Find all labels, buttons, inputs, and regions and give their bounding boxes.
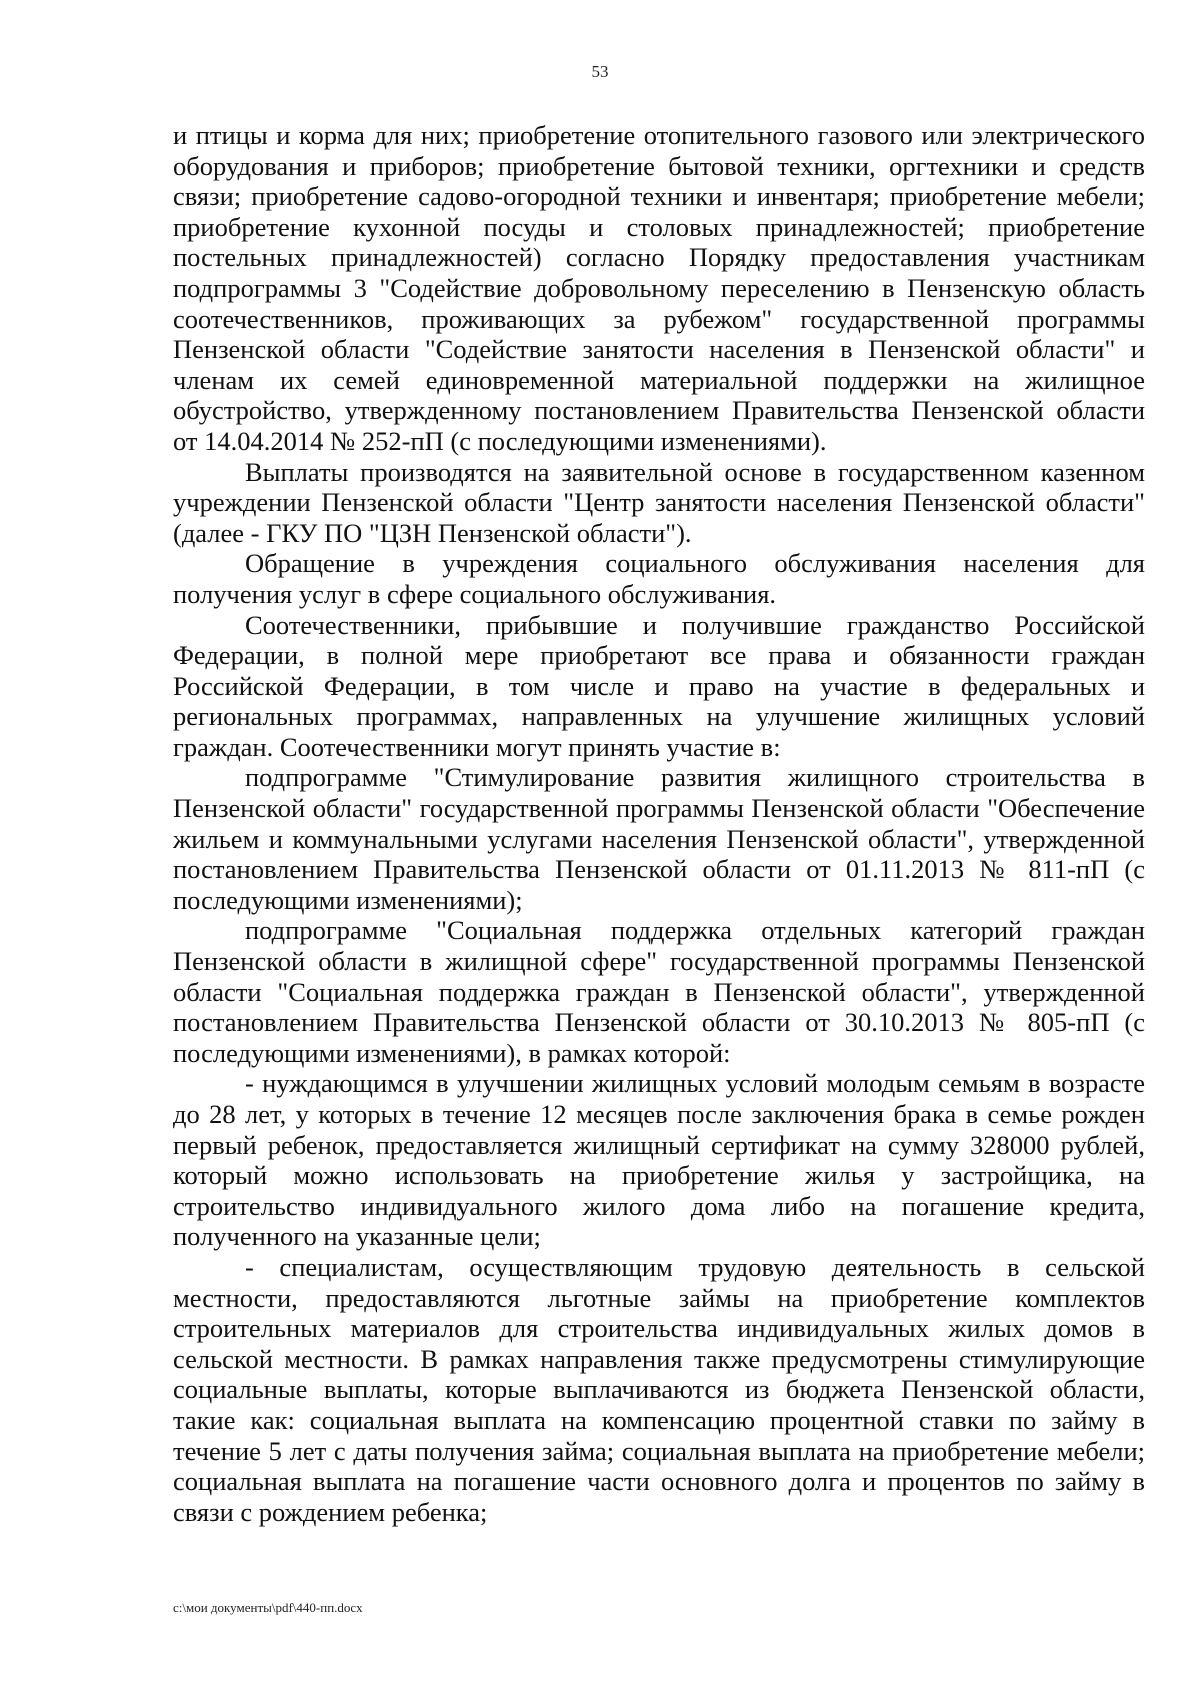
page-number: 53 — [591, 62, 609, 81]
document-body — [173, 120, 1145, 1527]
paragraph-subprogram-housing: подпрограмме "Стимулирование развития жилищного строительства в Пензенской области" государственной программы Пензенской области "Обеспечение жильем и коммунальными услугами населения Пензенской области", утвержденной постановлением Правительства Пензенской области от 01.11.2013 № 811-пП (с последующими изменениями); — [173, 762, 1145, 915]
paragraph-payments: Выплаты производятся на заявительной основе в государственном казенном учреждении Пензенской области "Центр занятости населения Пензенской области" (далее - ГКУ ПО "ЦЗН Пензенской области"). — [173, 456, 1145, 548]
paragraph-continuation: и птицы и корма для них; приобретение отопительного газового или электрического оборудования и приборов; приобретение бытовой техники, оргтехники и средств связи; приобретение садово-огородной техники и инвентаря; приобретение мебели; приобретение кухонной посуды и столовых принадлежностей; приобретение постельных принадлежностей) согласно Порядку предоставления участникам подпрограммы 3 "Содействие добровольному переселению в Пензенскую область соотечественников, проживающих за рубежом" государственной программы Пензенской области "Содействие занятости населения в Пензенской области" и членам их семей единовременной материальной поддержки на жилищное обустройство, утвержденному постановлением Правительства Пензенской области от 14.04.2014 № 252-пП (с последующими изменениями). — [173, 120, 1145, 456]
paragraph-young-families: - нуждающимся в улучшении жилищных условий молодым семьям в возрасте до 28 лет, у которых в течение 12 месяцев после заключения брака в семье рожден первый ребенок, предоставляется жилищный сертификат на сумму 328000 рублей, который можно использовать на приобретение жилья у застройщика, на строительство индивидуального жилого дома либо на погашение кредита, полученного на указанные цели; — [173, 1068, 1145, 1252]
footer-file-path: c:\мои документы\pdf\440-пп.docx — [173, 1600, 363, 1615]
paragraph-rural-specialists: - специалистам, осуществляющим трудовую деятельность в сельской местности, предоставляются льготные займы на приобретение комплектов строительных материалов для строительства индивидуальных жилых домов в сельской местности. В рамках направления также предусмотрены стимулирующие социальные выплаты, которые выплачиваются из бюджета Пензенской области, такие как: социальная выплата на компенсацию процентной ставки по займу в течение 5 лет с даты получения займа; социальная выплата на приобретение мебели; социальная выплата на погашение части основного долга и процентов по займу в связи с рождением ребенка; — [173, 1251, 1145, 1527]
paragraph-subprogram-social-support: подпрограмме "Социальная поддержка отдельных категорий граждан Пензенской области в жилищной сфере" государственной программы Пензенской области "Социальная поддержка граждан в Пензенской области", утвержденной постановлением Правительства Пензенской области от 30.10.2013 № 805-пП (с последующими изменениями), в рамках которой: — [173, 915, 1145, 1068]
paragraph-social-services: Обращение в учреждения социального обслуживания населения для получения услуг в сфере социального обслуживания. — [173, 548, 1145, 609]
paragraph-compatriots-rights: Соотечественники, прибывшие и получившие гражданство Российской Федерации, в полной мере приобретают все права и обязанности граждан Российской Федерации, в том числе и право на участие в федеральных и региональных программах, направленных на улучшение жилищных условий граждан. Соотечественники могут принять участие в: — [173, 609, 1145, 762]
